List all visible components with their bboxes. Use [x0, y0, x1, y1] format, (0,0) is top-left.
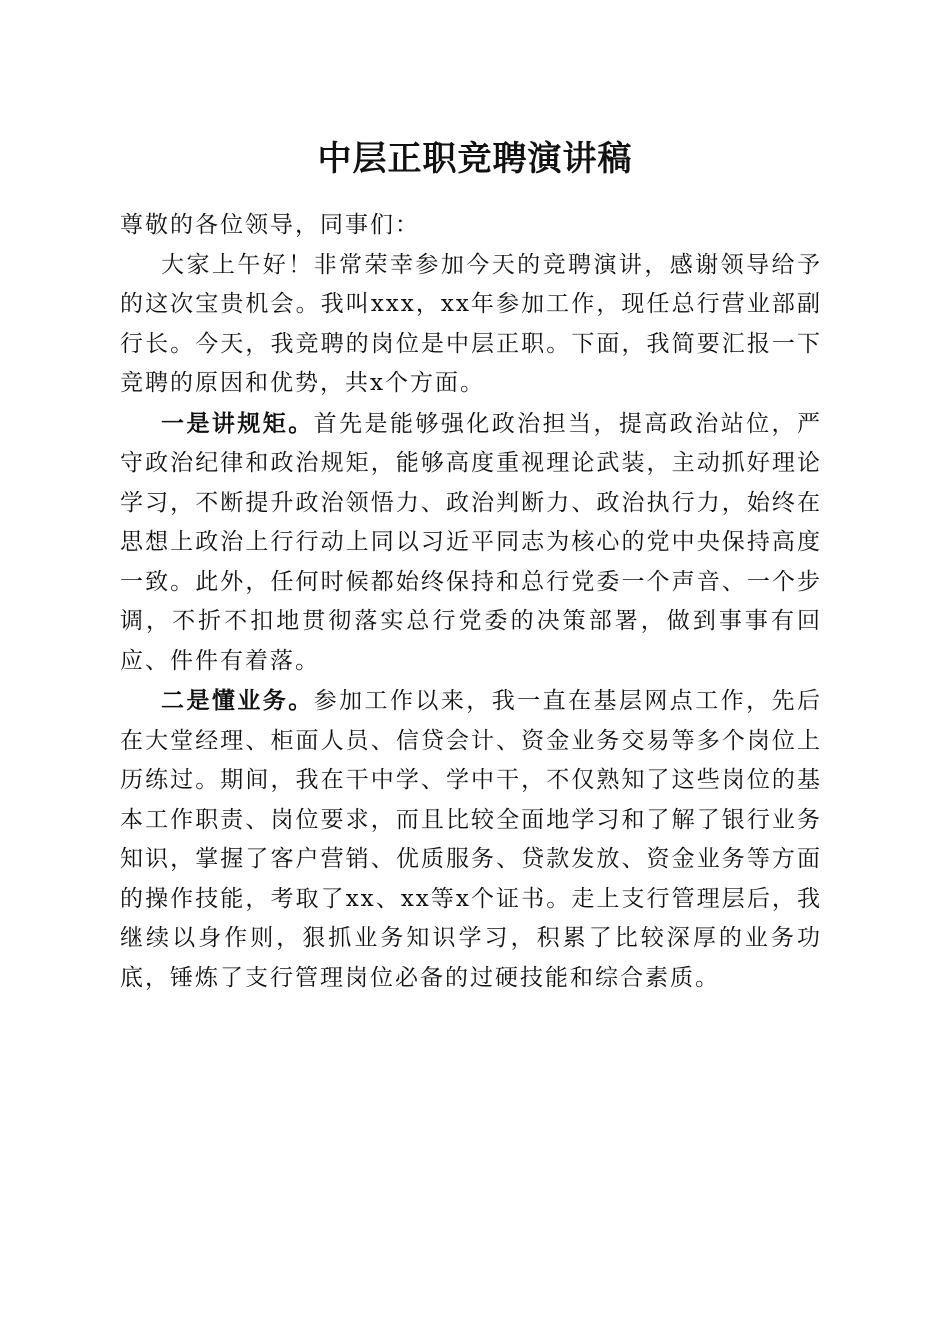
paragraph-text: 首先是能够强化政治担当，提高政治站位，严守政治纪律和政治规矩，能够高度重视理论武装，主动抓好理论学习，不断提升政治领悟力、政治判断力、政治执行力，始终在思想上政治上行行动上同以习近平同志为核心的党中央保持高度一致。此外，任何时候都始终保持和总行党委一个声音、一个步调，不折不扣地贯彻落实总行党委的决策部署，做到事事有回应、件件有着落。	[120, 410, 823, 674]
paragraph-rules	[120, 404, 822, 682]
paragraph-lead: 二是懂业务。	[161, 687, 314, 714]
paragraph-text: 大家上午好！非常荣幸参加今天的竞聘演讲，感谢领导给予的这次宝贵机会。我叫xxx，xx年参加工作，现任总行营业部副行长。今天，我竞聘的岗位是中层正职。下面，我简要汇报一下竞聘的原因和优势，共x个方面。	[120, 251, 822, 396]
document-body	[120, 206, 822, 998]
salutation: 尊敬的各位领导，同事们：	[120, 212, 420, 238]
document-title: 中层正职竞聘演讲稿	[317, 139, 633, 179]
paragraph-lead: 一是讲规矩。	[161, 409, 314, 437]
paragraph-business	[120, 681, 822, 998]
paragraph-intro	[120, 246, 822, 404]
paragraph-text: 参加工作以来，我一直在基层网点工作，先后在大堂经理、柜面人员、信贷会计、资金业务交易等多个岗位上历练过。期间，我在干中学、学中干，不仅熟知了这些岗位的基本工作职责、岗位要求，而且比较全面地学习和了解了银行业务知识，掌握了客户营销、优质服务、贷款发放、资金业务等方面的操作技能，考取了xx、xx等x个证书。走上支行管理层后，我继续以身作则，狠抓业务知识学习，积累了比较深厚的业务功底，锤炼了支行管理岗位必备的过硬技能和综合素质。	[120, 688, 823, 991]
